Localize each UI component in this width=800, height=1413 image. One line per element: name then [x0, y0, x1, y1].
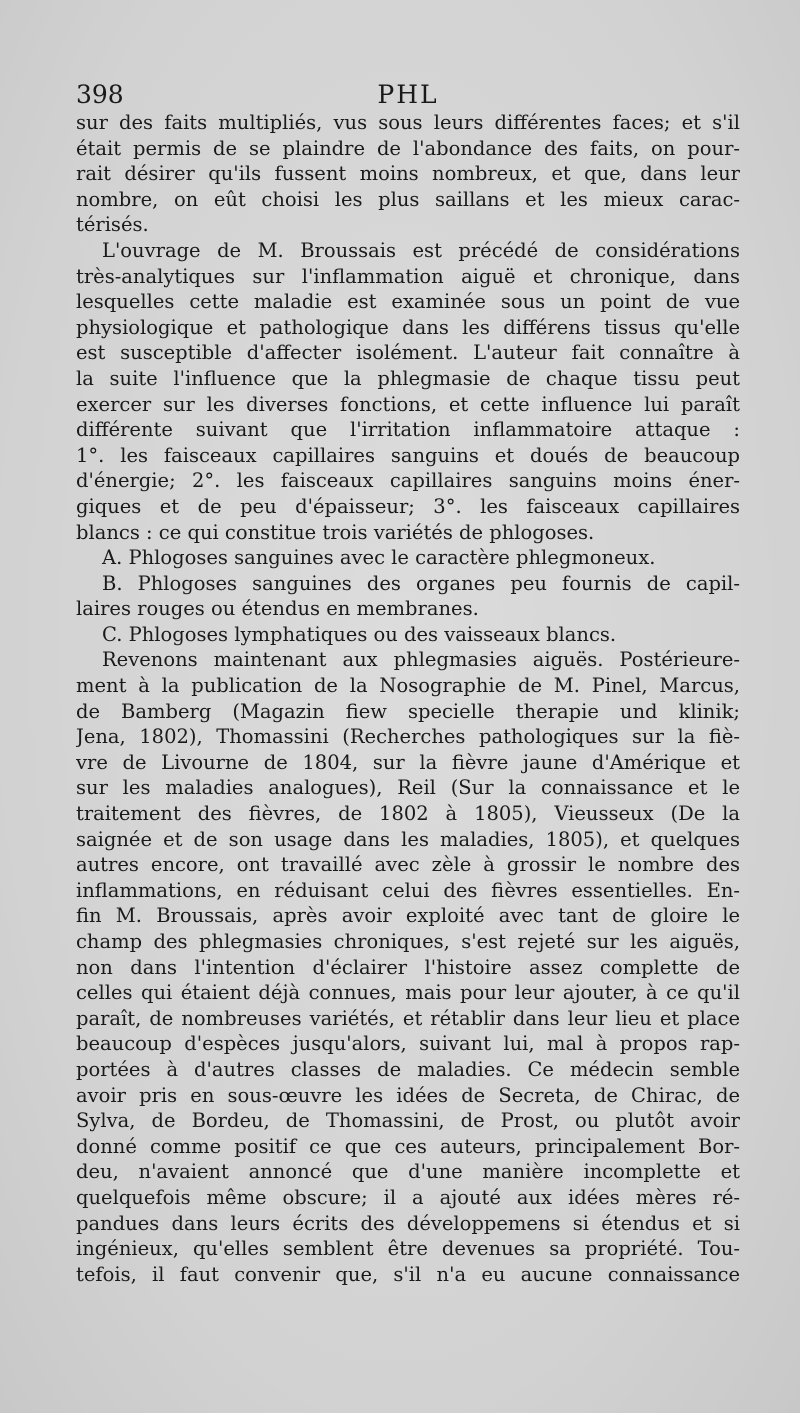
text-line: lesquelles cette maladie est examinée sous un point de vue	[76, 290, 740, 314]
text-line: giques et de peu d'épaisseur; 3°. les faisceaux capillaires	[76, 494, 740, 518]
text-line: C. Phlogoses lymphatiques ou des vaisseaux blancs.	[102, 622, 617, 646]
text-line: 1°. les faisceaux capillaires sanguins et doués de beaucoup	[76, 443, 740, 467]
text-line: différente suivant que l'irritation inflammatoire attaque :	[76, 418, 740, 442]
text-line: pandues dans leurs écrits des développemens si étendus et si	[76, 1211, 740, 1235]
text-line: inflammations, en réduisant celui des fièvres essentielles. En-	[76, 878, 740, 902]
text-line: autres encore, ont travaillé avec zèle à grossir le nombre des	[76, 853, 740, 877]
text-line: physiologique et pathologique dans les différens tissus qu'elle	[76, 315, 740, 339]
body-text	[76, 110, 740, 1287]
page-number: 398	[76, 80, 124, 109]
text-line: très-analytiques sur l'inflammation aiguë et chronique, dans	[76, 264, 740, 288]
text-line: ingénieux, qu'elles semblent être devenues sa propriété. Tou-	[76, 1237, 740, 1261]
text-line: sur des faits multipliés, vus sous leurs différentes faces; et s'il	[76, 111, 740, 134]
text-line: exercer sur les diverses fonctions, et cette influence lui paraît	[76, 392, 740, 416]
text-line: laires rouges ou étendus en membranes.	[76, 597, 479, 621]
text-line: A. Phlogoses sanguines avec le caractère phlegmoneux.	[102, 546, 656, 570]
text-line: rait désirer qu'ils fussent moins nombreux, et que, dans leur	[76, 162, 740, 186]
text-line: fin M. Broussais, après avoir exploité avec tant de gloire le	[76, 904, 740, 928]
text-line: vre de Livourne de 1804, sur la fièvre jaune d'Amérique et	[76, 750, 740, 774]
text-line: celles qui étaient déjà connues, mais pour leur ajouter, à ce qu'il	[76, 981, 740, 1005]
text-line: nombre, on eût choisi les plus saillans et les mieux carac-	[76, 187, 740, 211]
text-line: était permis de se plaindre de l'abondance des faits, on pour-	[76, 136, 740, 160]
text-line: deu, n'avaient annoncé que d'une manière incomplette et	[76, 1160, 740, 1184]
text-line: tefois, il faut convenir que, s'il n'a eu aucune connaissance	[76, 1262, 740, 1286]
text-line: est susceptible d'affecter isolément. L'auteur fait connaître à	[76, 341, 740, 365]
text-line: sur les maladies analogues), Reil (Sur la connaissance et le	[76, 776, 740, 800]
text-line: avoir pris en sous-œuvre les idées de Secreta, de Chirac, de	[76, 1083, 740, 1107]
text-line: blancs : ce qui constitue trois variétés de phlogoses.	[76, 520, 595, 544]
text-line: portées à d'autres classes de maladies. Ce médecin semble	[76, 1057, 740, 1081]
text-line: donné comme positif ce que ces auteurs, principalement Bor-	[76, 1134, 740, 1158]
text-line: saignée et de son usage dans les maladies, 1805), et quelques	[76, 827, 740, 851]
text-line: L'ouvrage de M. Broussais est précédé de considérations	[102, 238, 740, 262]
text-line: la suite l'influence que la phlegmasie de chaque tissu peut	[76, 366, 740, 390]
running-title: PHL	[377, 80, 439, 109]
text-line: Sylva, de Bordeu, de Thomassini, de Prost, ou plutôt avoir	[76, 1109, 740, 1133]
text-line: B. Phlogoses sanguines des organes peu fournis de capil-	[102, 571, 740, 595]
text-line: ment à la publication de la Nosographie de M. Pinel, Marcus,	[76, 674, 740, 698]
running-head	[76, 78, 740, 112]
text-line: Revenons maintenant aux phlegmasies aiguës. Postérieure-	[102, 648, 740, 672]
text-line: d'énergie; 2°. les faisceaux capillaires sanguins moins éner-	[76, 469, 740, 493]
text-line: beaucoup d'espèces jusqu'alors, suivant lui, mal à propos rap-	[76, 1032, 740, 1056]
text-line: paraît, de nombreuses variétés, et rétablir dans leur lieu et place	[76, 1006, 740, 1030]
text-line: champ des phlegmasies chroniques, s'est rejeté sur les aiguës,	[76, 930, 740, 953]
text-line: non dans l'intention d'éclairer l'histoire assez complette de	[76, 955, 740, 979]
text-line: de Bamberg (Magazin fiew specielle therapie und klinik;	[76, 699, 740, 723]
text-line: quelquefois même obscure; il a ajouté aux idées mères ré-	[76, 1185, 740, 1209]
text-line: traitement des fièvres, de 1802 à 1805), Vieusseux (De la	[76, 802, 740, 826]
text-line: térisés.	[76, 213, 149, 237]
text-line: Jena, 1802), Thomassini (Recherches pathologiques sur la fiè-	[76, 725, 740, 749]
